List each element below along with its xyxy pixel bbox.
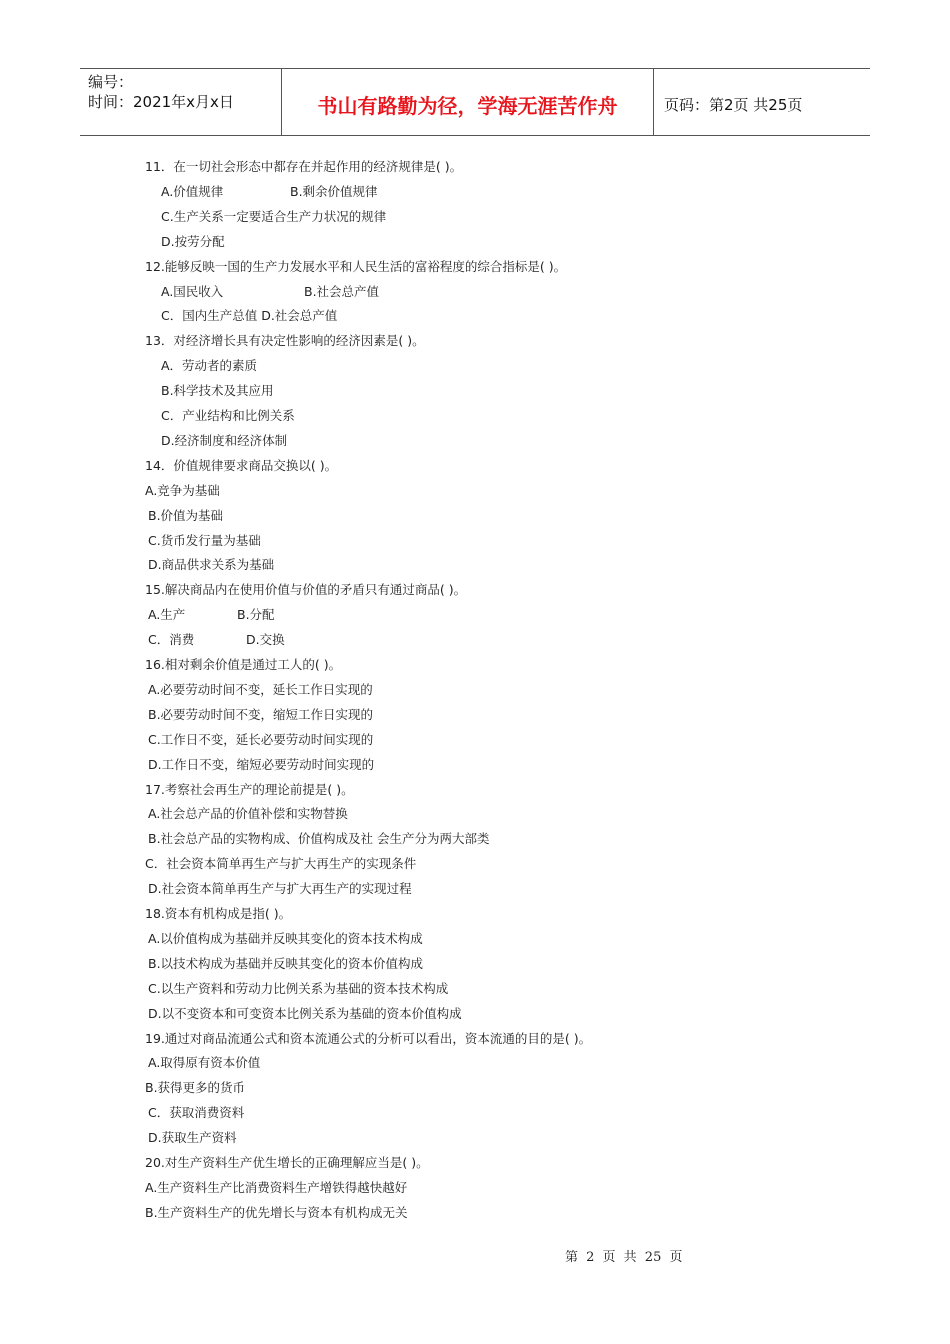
header-motto: 书山有路勤为径，学海无涯苦作舟 (282, 69, 654, 135)
question-line: C.生产关系一定要适合生产力状况的规律 (161, 209, 387, 224)
question-line: 14．价值规律要求商品交换以( )。 (145, 458, 338, 473)
question-line: D.商品供求关系为基础 (148, 557, 275, 572)
header-page-number: 页码：第2页 共25页 (664, 95, 803, 114)
question-line: B.生产资料生产的优先增长与资本有机构成无关 (145, 1205, 408, 1220)
question-line: C.工作日不变，延长必要劳动时间实现的 (148, 732, 374, 747)
question-line: B.必要劳动时间不变，缩短工作日实现的 (148, 707, 374, 722)
question-line: C.货币发行量为基础 (148, 533, 261, 548)
question-option: B.分配 (237, 607, 275, 622)
question-line: A.竞争为基础 (145, 483, 220, 498)
question-line: A.生产资料生产比消费资料生产增铁得越快越好 (145, 1180, 408, 1195)
question-line: C．社会资本简单再生产与扩大再生产的实现条件 (145, 856, 417, 871)
question-line: 19.通过对商品流通公式和资本流通公式的分析可以看出，资本流通的目的是( )。 (145, 1031, 592, 1046)
question-line: D.以不变资本和可变资本比例关系为基础的资本价值构成 (148, 1006, 462, 1021)
question-line: D.获取生产资料 (148, 1130, 237, 1145)
question-line: B.获得更多的货币 (145, 1080, 246, 1095)
question-line: A.以价值构成为基础并反映其变化的资本技术构成 (148, 931, 423, 946)
question-line: B.社会总产品的实物构成、价值构成及社 会生产分为两大部类 (148, 831, 490, 846)
question-option: B.社会总产值 (304, 284, 380, 299)
document-date: 时间：2021年x月x日 (88, 93, 234, 111)
question-line: C．国内生产总值 D.社会总产值 (161, 308, 338, 323)
question-line: A．劳动者的素质 (161, 358, 258, 373)
question-line: A.价值规律 (161, 184, 224, 199)
question-line: C．产业结构和比例关系 (161, 408, 295, 423)
header-meta (80, 69, 282, 135)
question-line: C.以生产资料和劳动力比例关系为基础的资本技术构成 (148, 981, 449, 996)
question-line: 17.考察社会再生产的理论前提是( )。 (145, 782, 354, 797)
question-line: 15.解决商品内在使用价值与价值的矛盾只有通过商品( )。 (145, 582, 467, 597)
question-line: C．消费 (148, 632, 195, 647)
question-line: A.社会总产品的价值补偿和实物替换 (148, 806, 348, 821)
question-line: A.取得原有资本价值 (148, 1055, 261, 1070)
question-line: B.价值为基础 (148, 508, 224, 523)
question-line: B.以技术构成为基础并反映其变化的资本价值构成 (148, 956, 424, 971)
question-line: D.经济制度和经济体制 (161, 433, 288, 448)
document-number-label: 编号： (88, 73, 134, 91)
question-line: C．获取消费资料 (148, 1105, 245, 1120)
question-line: D.社会资本简单再生产与扩大再生产的实现过程 (148, 881, 412, 896)
question-option: B.剩余价值规律 (290, 184, 378, 199)
page-header (80, 68, 870, 136)
question-line: B.科学技术及其应用 (161, 383, 274, 398)
question-option: D.交换 (246, 632, 285, 647)
question-line: 16.相对剩余价值是通过工人的( )。 (145, 657, 342, 672)
question-line: D.工作日不变，缩短必要劳动时间实现的 (148, 757, 375, 772)
question-line: A.国民收入 (161, 284, 224, 299)
question-line: 11．在一切社会形态中都存在并起作用的经济规律是( )。 (145, 159, 463, 174)
question-line: D.按劳分配 (161, 234, 225, 249)
question-line: A.生产 (148, 607, 186, 622)
question-line: 12.能够反映一国的生产力发展水平和人民生活的富裕程度的综合指标是( )。 (145, 259, 567, 274)
question-line: 20.对生产资料生产优生增长的正确理解应当是( )。 (145, 1155, 429, 1170)
question-line: 18.资本有机构成是指( )。 (145, 906, 292, 921)
page-footer: 第 2 页 共 25 页 (565, 1250, 683, 1265)
question-line: 13．对经济增长具有决定性影响的经济因素是( )。 (145, 333, 425, 348)
question-line: A.必要劳动时间不变，延长工作日实现的 (148, 682, 373, 697)
